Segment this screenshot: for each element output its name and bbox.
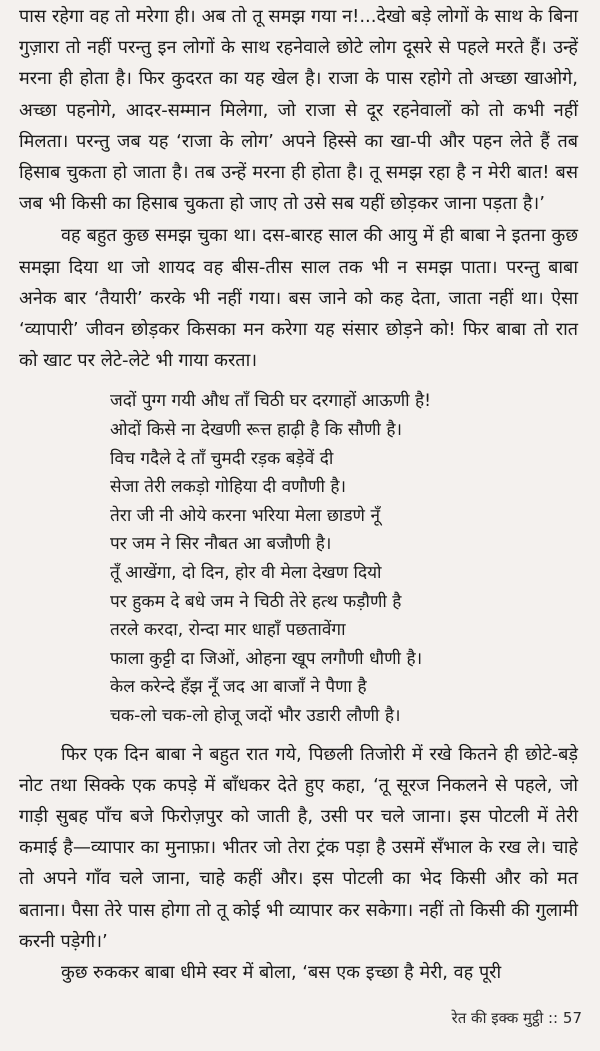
poem-line: चक-लो चक-लो होजू जदों भौर उडारी लौणी है। [110,705,401,726]
poem-line: पर जम ने सिर नौबत आ बजौणी है। [110,534,332,555]
poem-line: विच गदैले दे ताँ चुमदी रड़क बड़ेवें दी [110,448,334,469]
paragraph-bundle-of-money: फिर एक दिन बाबा ने बहुत रात गये, पिछली तिजोरी में रखे कितने ही छोटे-बड़े नोट तथा सिक्के एक कपड़े में बाँधकर देते हुए कहा, ‘तू सूरज निकलने से पहले, जो गाड़ी सुबह पाँच बजे फिरोज़पुर को जाती है, उसी पर चले जाना। इस पोटली में तेरी कमाई है—व्यापार का मुनाफ़ा। भीतर जो तेरा ट्रंक पड़ा है उसमें सँभाल के रख ले। चाहे तो अपने गाँव चले जाना, चाहे कहीं और। इस पोटली का भेद किसी और को मत बताना। पैसा तेरे पास होगा तो तू कोई भी व्यापार कर सकेगा। नहीं तो किसी की गुलामी करनी पड़ेगी।’ [19,743,578,952]
poem-line: तेरा जी नी ओये करना भरिया मेला छाडणे नूँ [110,505,380,526]
poem-line: फाला कुट्टी दा जिओं, ओहना खूप लगौणी धौणी है। [110,648,423,669]
poem-line: केल करेन्दे हँझ नूँ जद आ बाजाँ ने पैणा है [110,677,367,698]
poem-line: ओदों किसे ना देखणी रूत्त हाढ़ी है कि सौणी है। [110,420,402,441]
paragraph-last-wish: कुछ रुककर बाबा धीमे स्वर में बोला, ‘बस एक इच्छा है मेरी, वह पूरी [61,961,502,983]
poem-line: सेजा तेरी लकड़ो गोहिया दी वणौणी है। [110,477,347,498]
page-footer [452,1008,582,1028]
poem-block [110,387,578,730]
paragraph-understanding: वह बहुत कुछ समझ चुका था। दस-बारह साल की आयु में ही बाबा ने इतना कुछ समझा दिया था जो शायद वह बीस-तीस साल तक भी न समझ पाता। परन्तु बाबा अनेक बार ‘तैयारी’ करके भी नहीं गया। बस जाने को कह देता, जाता नहीं था। ऐसा ‘व्यापारी’ जीवन छोड़कर किसका मन करेगा यह संसार छोड़ने को! फिर बाबा तो रात को खाट पर लेटे-लेटे भी गाया करता। [19,225,578,372]
footer-page-number: 57 [562,1009,582,1027]
footer-book-title: रेत की इक्क मुट्ठी :: [451,1009,559,1027]
poem-line: तूँ आखेंगा, दो दिन, होर वी मेला देखण दियो [110,563,382,583]
poem-line: पर हुकम दे बधे जम ने चिठी तेरे हत्थ फड़ौणी है [110,591,402,612]
paragraph-continuation: पास रहेगा वह तो मरेगा ही। अब तो तू समझ गया न!...देखो बड़े लोगों के साथ के बिना गुज़ारा तो नहीं परन्तु इन लोगों के साथ रहनेवाले छोटे लोग दूसरे से पहले मरते हैं। उन्हें मरना ही होता है। फिर कुदरत का यह खेल है। राजा के पास रहोगे तो अच्छा खाओगे, अच्छा पहनोगे, आदर-सम्मान मिलेगा, जो राजा से दूर रहनेवालों को तो कभी नहीं मिलता। परन्तु जब यह ‘राजा के लोग’ अपने हिस्से का खा-पी और पहन लेते हैं तब हिसाब चुकता हो जाता है। तब उन्हें मरना ही होता है। तू समझ रहा है न मेरी बात! बस जब भी किसी का हिसाब चुकता हो जाए तो उसे सब यहीं छोड़कर जाना पड़ता है।’ [19,6,578,215]
poem-line: जदों पुग्ग गयी औध ताँ चिठी घर दरगाहों आऊणी है! [110,391,432,412]
poem-line: तरले करदा, रोन्दा मार धाहाँ पछतावेंगा [110,620,346,641]
